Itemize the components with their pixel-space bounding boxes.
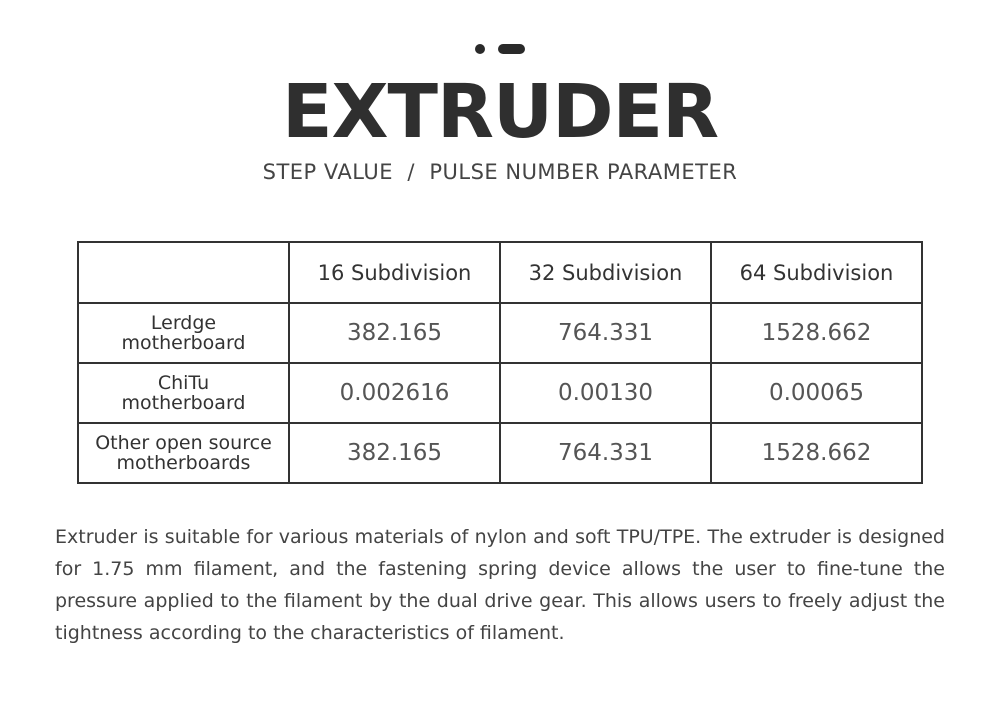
row-label-line: motherboard — [121, 392, 246, 414]
table-cell: 0.00065 — [711, 363, 922, 423]
row-label-line: Lerdge — [150, 312, 217, 334]
row-label — [78, 303, 289, 363]
table-header-row — [78, 242, 922, 303]
table-row — [78, 363, 922, 423]
step-value-table — [77, 241, 923, 484]
table-row — [78, 303, 922, 363]
column-header: 32 Subdivision — [500, 242, 711, 303]
table-cell: 764.331 — [500, 423, 711, 483]
column-header: 16 Subdivision — [289, 242, 500, 303]
row-label — [78, 423, 289, 483]
row-label-line: Other open source — [95, 432, 272, 454]
row-label — [78, 363, 289, 423]
table-cell: 0.00130 — [500, 363, 711, 423]
column-header: 64 Subdivision — [711, 242, 922, 303]
page-title: EXTRUDER — [281, 69, 719, 155]
table-cell: 382.165 — [289, 423, 500, 483]
table-cell: 764.331 — [500, 303, 711, 363]
table-cell: 1528.662 — [711, 423, 922, 483]
dot-icon — [475, 44, 485, 54]
table-cell: 0.002616 — [289, 363, 500, 423]
table-corner-cell — [78, 242, 289, 303]
table-cell: 382.165 — [289, 303, 500, 363]
row-label-line: motherboard — [121, 332, 246, 354]
row-label-line: ChiTu — [157, 372, 210, 394]
page-subtitle: STEP VALUE / PULSE NUMBER PARAMETER — [262, 160, 738, 184]
pill-icon — [498, 44, 525, 54]
table-cell: 1528.662 — [711, 303, 922, 363]
description-paragraph: Extruder is suitable for various materials of nylon and soft TPU/TPE. The extruder is designed for 1.75 mm filament, and the fastening spring device allows the user to fine-tune the pressure applied to the filament by the dual drive gear. This allows users to freely adjust the tightness according to the characteristics of filament. — [55, 526, 945, 644]
table-row — [78, 423, 922, 483]
row-label-line: motherboards — [116, 452, 251, 474]
